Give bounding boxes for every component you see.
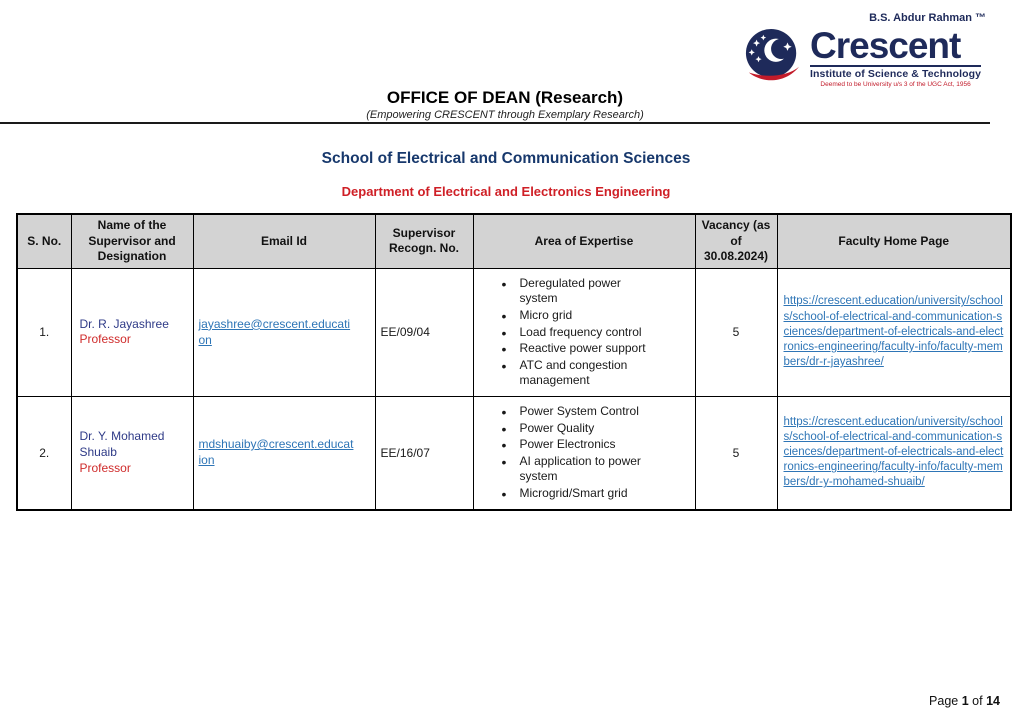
- cell-email: [193, 268, 375, 396]
- expertise-list: [478, 276, 695, 389]
- cell-homepage: [777, 268, 1011, 396]
- col-header-sno: S. No.: [17, 214, 71, 268]
- logo-subtitle-text: Institute of Science & Technology: [810, 65, 981, 80]
- cell-sno: 1.: [17, 268, 71, 396]
- expertise-item: • Micro grid: [500, 308, 657, 324]
- table-row: [17, 268, 1011, 396]
- supervisor-name: Dr. R. Jayashree: [79, 316, 169, 331]
- col-header-expertise: Area of Expertise: [473, 214, 695, 268]
- supervisor-designation: Professor: [79, 460, 131, 475]
- header-divider-line: [0, 122, 990, 124]
- crescent-logo: [744, 12, 990, 89]
- cell-supervisor-name: [71, 396, 193, 509]
- supervisors-table: [16, 213, 1012, 511]
- of-label: of: [972, 694, 983, 708]
- faculty-homepage-link[interactable]: https://crescent.education/university/schools/school-of-electrical-and-communication-sciences/department-of-electricals-and-electronics-engineering/faculty-info/faculty-members/dr-y-mohamed-shuaib/: [783, 415, 1004, 489]
- expertise-item: • Reactive power support: [500, 341, 657, 357]
- cell-homepage: [777, 396, 1011, 509]
- col-header-homepage: Faculty Home Page: [777, 214, 1011, 268]
- cell-vacancy: 5: [695, 396, 777, 509]
- cell-recogn-no: EE/09/04: [375, 268, 473, 396]
- expertise-item: • Load frequency control: [500, 325, 657, 341]
- cell-vacancy: 5: [695, 268, 777, 396]
- faculty-homepage-link[interactable]: https://crescent.education/university/schools/school-of-electrical-and-communication-sciences/department-of-electricals-and-electronics-engineering/faculty-info/faculty-members/dr-r-jayashree/: [783, 295, 1004, 369]
- page-total: 14: [986, 694, 1000, 708]
- office-header: [0, 88, 1010, 121]
- cell-expertise: [473, 268, 695, 396]
- school-title: School of Electrical and Communication Sciences: [321, 150, 691, 167]
- expertise-item: • Microgrid/Smart grid: [500, 486, 657, 502]
- col-header-vacancy: Vacancy (as of 30.08.2024): [695, 214, 777, 268]
- expertise-item: • ATC and congestion management: [500, 358, 657, 389]
- page-number: 1: [961, 694, 969, 708]
- expertise-item: • Power Quality: [500, 421, 657, 437]
- cell-supervisor-name: [71, 268, 193, 396]
- page-footer: [929, 694, 1000, 708]
- table-header-row: [17, 214, 1011, 268]
- col-header-name: Name of the Supervisor and Designation: [71, 214, 193, 268]
- expertise-item: • Deregulated power system: [500, 276, 657, 307]
- department-title: Department of Electrical and Electronics Engineering: [341, 184, 671, 199]
- logo-tagline-text: Deemed to be University u/s 3 of the UGC Act, 1956: [820, 81, 971, 88]
- cell-expertise: [473, 396, 695, 509]
- page-label: Page: [929, 694, 959, 708]
- supervisor-name: Dr. Y. Mohamed Shuaib: [79, 429, 165, 459]
- table-row: [17, 396, 1011, 509]
- crescent-moon-logo-icon: [744, 27, 802, 89]
- logo-brand-text: Crescent: [810, 25, 961, 66]
- logo-trademark-text: B.S. Abdur Rahman ™: [869, 12, 986, 24]
- cell-email: [193, 396, 375, 509]
- supervisor-designation: Professor: [79, 332, 131, 347]
- cell-recogn-no: EE/16/07: [375, 396, 473, 509]
- col-header-email: Email Id: [193, 214, 375, 268]
- expertise-item: • AI application to power system: [500, 454, 657, 485]
- col-header-recogn-no: Supervisor Recogn. No.: [375, 214, 473, 268]
- office-motto: (Empowering CRESCENT through Exemplary Research): [366, 109, 644, 121]
- office-title: OFFICE OF DEAN (Research): [386, 88, 624, 107]
- email-link[interactable]: jayashree@crescent.education: [198, 316, 351, 347]
- cell-sno: 2.: [17, 396, 71, 509]
- expertise-item: • Power System Control: [500, 404, 657, 420]
- expertise-list: [478, 404, 695, 502]
- expertise-item: • Power Electronics: [500, 437, 657, 453]
- email-link[interactable]: mdshuaiby@crescent.education: [198, 437, 354, 468]
